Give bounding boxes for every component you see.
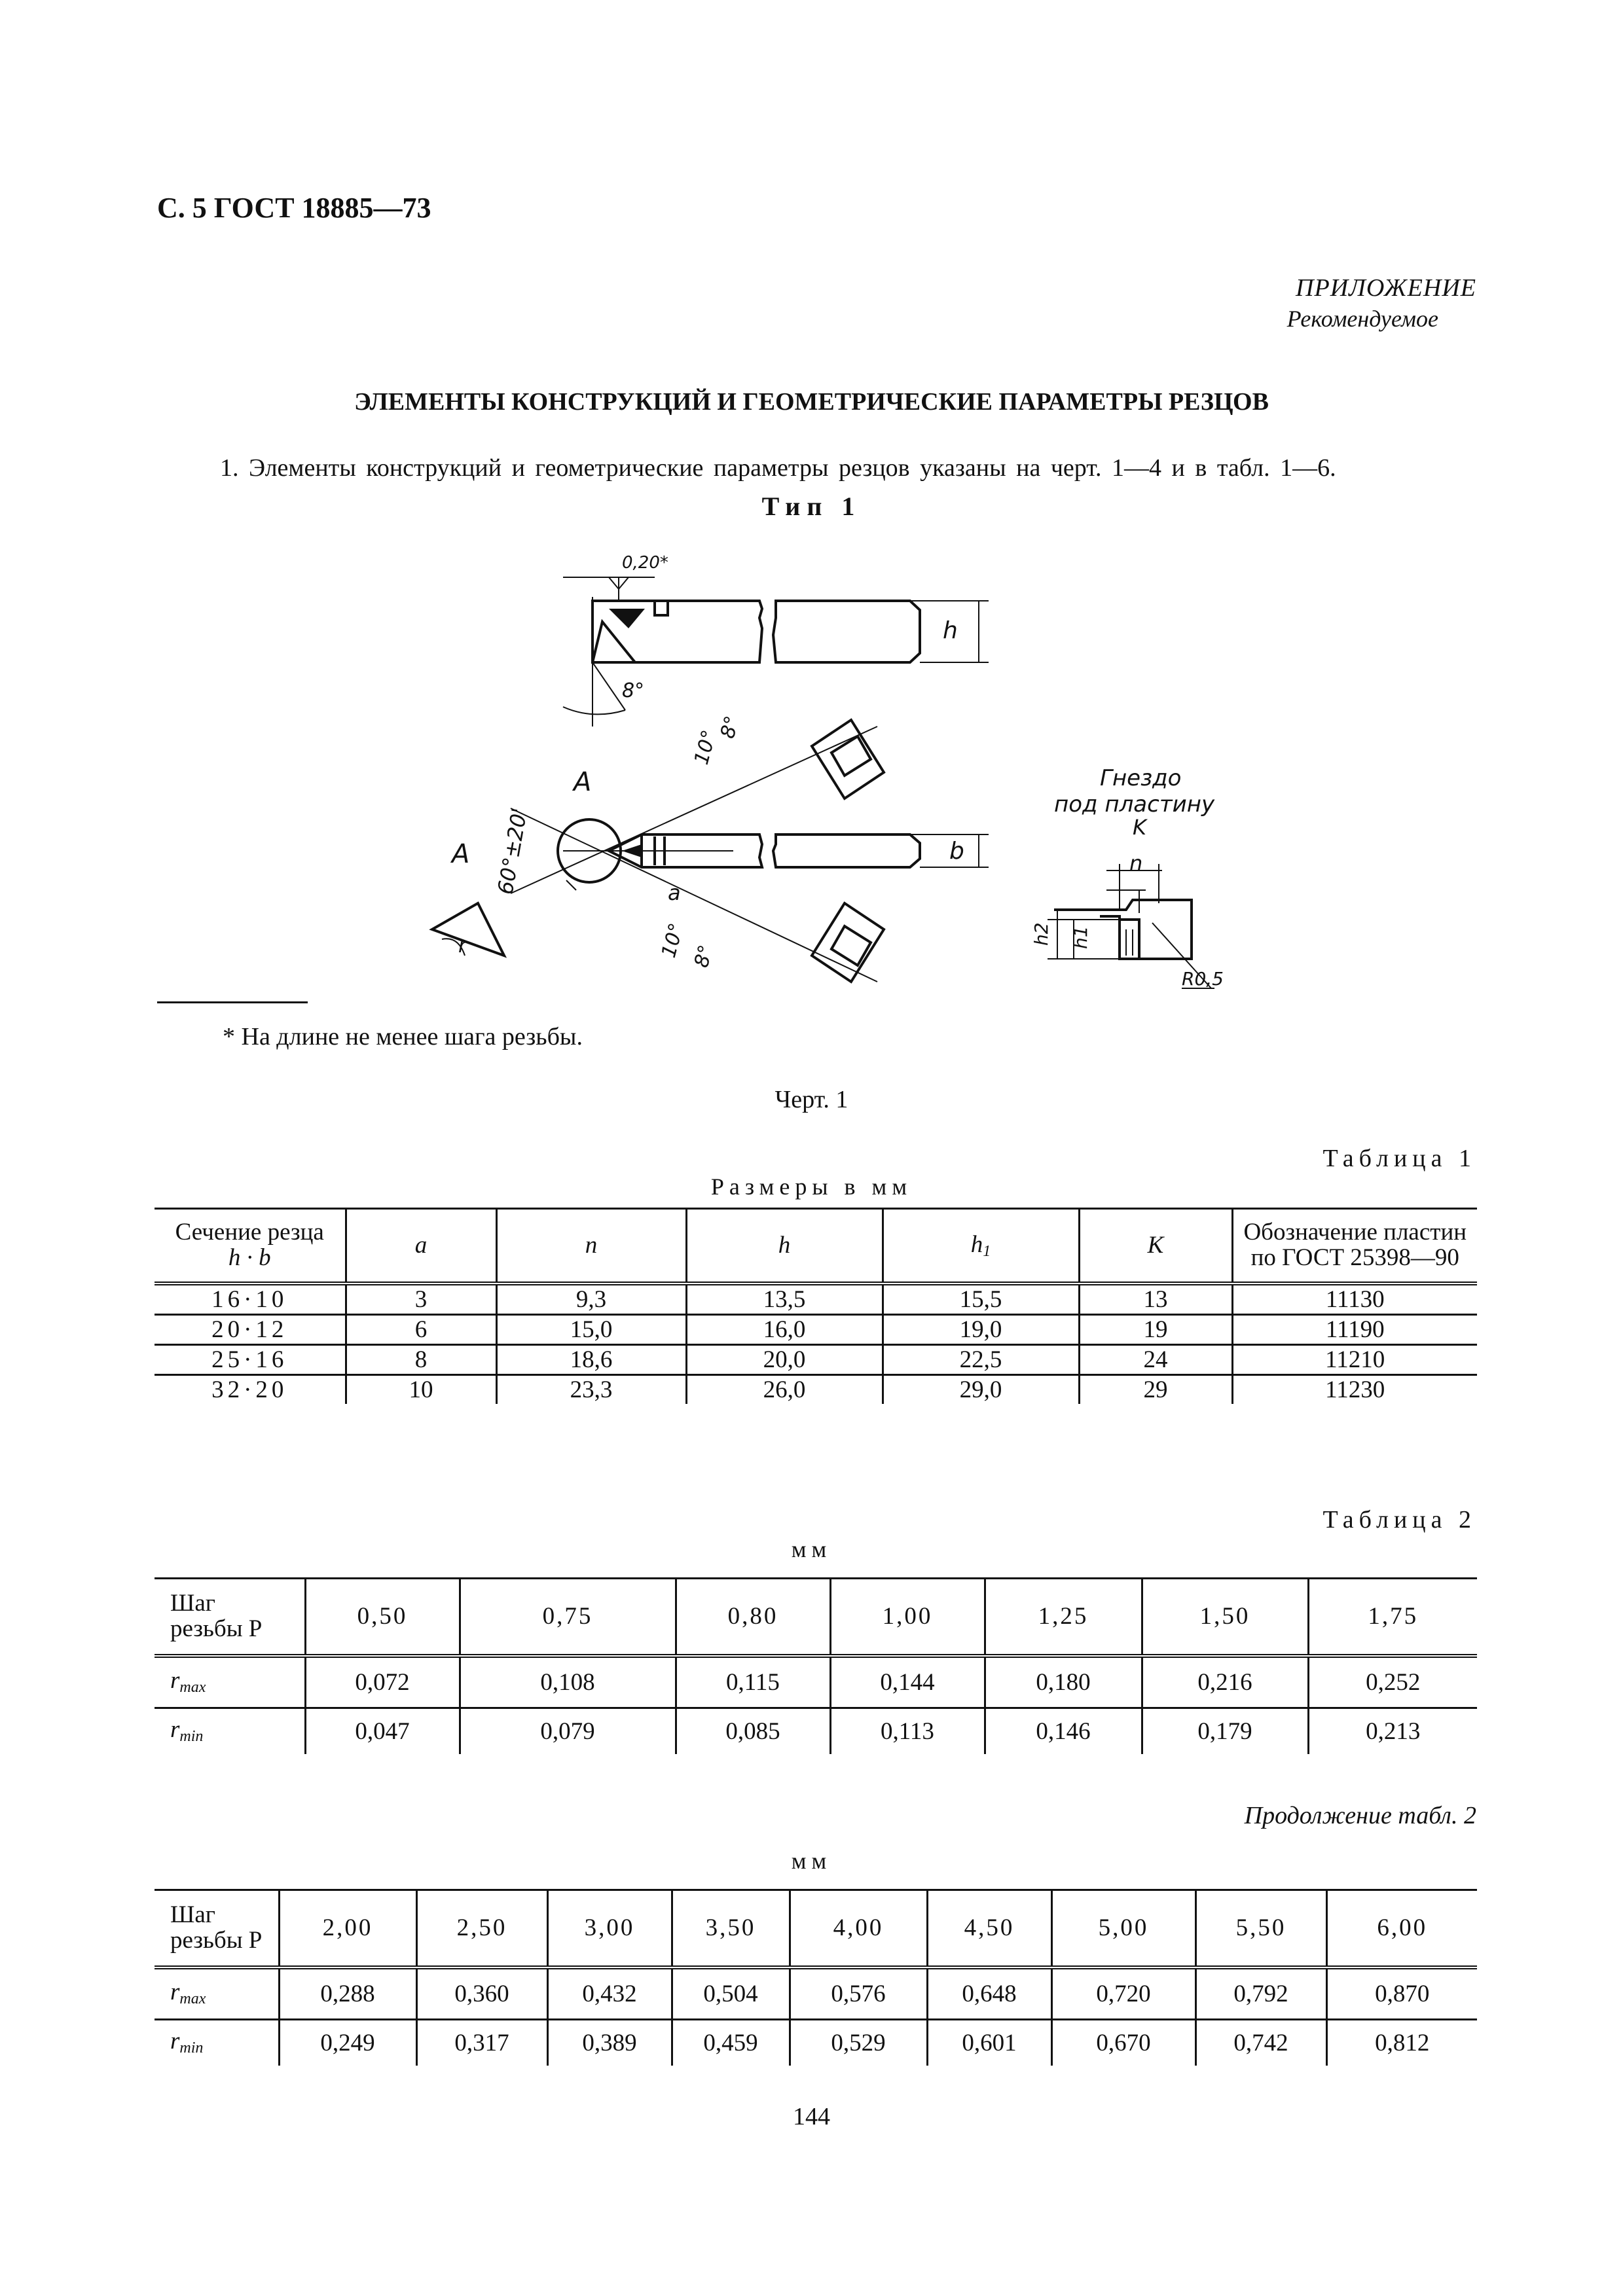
table-cell: 0,720 bbox=[1051, 1967, 1195, 2020]
table3-rmax-row bbox=[155, 1967, 1477, 2020]
label-R05: R0,5 bbox=[1182, 968, 1224, 990]
label-angle-10-b: 10° bbox=[657, 920, 689, 961]
table-cell: 1,75 bbox=[1308, 1579, 1477, 1656]
table3 bbox=[155, 1889, 1477, 2066]
table-cell: 0,249 bbox=[279, 2020, 416, 2066]
table-cell: 23,3 bbox=[496, 1374, 686, 1404]
table3-rmin-row bbox=[155, 2020, 1477, 2066]
figure-caption: Черт. 1 bbox=[775, 1086, 848, 1113]
table-cell: 0,213 bbox=[1308, 1708, 1477, 1754]
table-cell: 0,870 bbox=[1326, 1967, 1477, 2020]
table-cell: 1,50 bbox=[1142, 1579, 1308, 1656]
table-cell: 13,5 bbox=[686, 1283, 883, 1315]
section-title: ЭЛЕМЕНТЫ КОНСТРУКЦИЙ И ГЕОМЕТРИЧЕСКИЕ ПАРАМЕТРЫ РЕЗЦОВ bbox=[354, 388, 1269, 416]
table-cell: 29 bbox=[1079, 1374, 1232, 1404]
table2-rmin-row bbox=[155, 1708, 1477, 1754]
table3-rmax-label: $r_{max}$ bbox=[155, 1967, 279, 2020]
appendix-note: Рекомендуемое bbox=[1286, 306, 1438, 332]
table-cell: 29,0 bbox=[883, 1374, 1079, 1404]
table-cell: 0,360 bbox=[416, 1967, 547, 2020]
label-angle-60: 60°±20' bbox=[492, 806, 532, 897]
table-cell: 0,50 bbox=[305, 1579, 460, 1656]
table-cell: 0,317 bbox=[416, 2020, 547, 2066]
table1-header-row bbox=[155, 1209, 1477, 1283]
table-cell: 0,144 bbox=[830, 1656, 985, 1708]
table-cell: 15,5 bbox=[883, 1283, 1079, 1315]
table1-header-K: K bbox=[1079, 1209, 1232, 1283]
table-cell: 20·12 bbox=[155, 1314, 346, 1344]
table-cell: 20,0 bbox=[686, 1344, 883, 1374]
table-cell: 0,432 bbox=[547, 1967, 672, 2020]
table-cell: 16,0 bbox=[686, 1314, 883, 1344]
label-A-left: A bbox=[452, 839, 470, 869]
type-label: Тип 1 bbox=[761, 492, 862, 521]
table-cell: 0,085 bbox=[676, 1708, 830, 1754]
table-cell: 0,576 bbox=[790, 1967, 927, 2020]
table-cell: 25·16 bbox=[155, 1344, 346, 1374]
table-cell: 0,113 bbox=[830, 1708, 985, 1754]
intro-paragraph: 1. Элементы конструкций и геометрические параметры резцов указаны на черт. 1—4 и в табл. 1—6. bbox=[220, 454, 1336, 482]
table2-rmin-label: $r_{min}$ bbox=[170, 1716, 204, 1746]
table-cell: 32·20 bbox=[211, 1376, 288, 1403]
label-A-top: A bbox=[574, 767, 592, 797]
table-cell: 11130 bbox=[1232, 1283, 1477, 1315]
table-cell: 1,00 bbox=[830, 1579, 985, 1656]
table-cell: 18,6 bbox=[496, 1344, 686, 1374]
table1-header-h: h bbox=[686, 1209, 883, 1283]
table-cell: 26,0 bbox=[686, 1374, 883, 1404]
table-cell: 8 bbox=[346, 1344, 496, 1374]
table1-header-n: n bbox=[496, 1209, 686, 1283]
table-cell: 0,529 bbox=[790, 2020, 927, 2066]
table-cell: 4,00 bbox=[790, 1890, 927, 1967]
table-cell: 0,742 bbox=[1195, 2020, 1326, 2066]
table-cell: 3,00 bbox=[547, 1890, 672, 1967]
table1-header-a: a bbox=[346, 1209, 496, 1283]
label-nest-2: под пластину bbox=[1054, 791, 1215, 817]
table2-units: мм bbox=[791, 1536, 832, 1562]
table-cell: 0,75 bbox=[460, 1579, 676, 1656]
table-cell: 3,50 bbox=[672, 1890, 790, 1967]
table-cell: 0,108 bbox=[460, 1656, 676, 1708]
page-number: 144 bbox=[793, 2103, 830, 2130]
table1-header-plate: Обозначение пластин по ГОСТ 25398—90 bbox=[1232, 1209, 1477, 1283]
table2-rmax-label: $r_{max}$ bbox=[155, 1656, 305, 1708]
table-cell: 19 bbox=[1079, 1314, 1232, 1344]
label-a: a bbox=[668, 880, 681, 905]
table-cell: 2,50 bbox=[416, 1890, 547, 1967]
table2-step-row bbox=[155, 1579, 1477, 1656]
table-cell: 0,670 bbox=[1051, 2020, 1195, 2066]
table-cell: 4,50 bbox=[927, 1890, 1051, 1967]
table-cell: 0,389 bbox=[547, 2020, 672, 2066]
label-tolerance: 0,20* bbox=[622, 553, 668, 573]
label-b: b bbox=[949, 838, 964, 865]
table-cell: 13 bbox=[1079, 1283, 1232, 1315]
table-cell: 24 bbox=[1079, 1344, 1232, 1374]
table-cell: 0,648 bbox=[927, 1967, 1051, 2020]
table1-units: Размеры в мм bbox=[710, 1174, 913, 1200]
table2 bbox=[155, 1577, 1477, 1754]
table2-row-label: Шаг резьбы P bbox=[155, 1579, 305, 1656]
table-row bbox=[155, 1283, 1477, 1315]
table1-header-section: Сечение резца h · b bbox=[155, 1209, 346, 1283]
table-cell: 0,115 bbox=[676, 1656, 830, 1708]
table-cell: 11210 bbox=[1232, 1344, 1477, 1374]
table-cell: 0,047 bbox=[305, 1708, 460, 1754]
footnote-divider bbox=[157, 1001, 308, 1003]
table-cell: 0,072 bbox=[305, 1656, 460, 1708]
label-angle-8-a: 8° bbox=[716, 713, 744, 742]
table2-rmax-row bbox=[155, 1656, 1477, 1708]
table3-units: мм bbox=[791, 1848, 832, 1874]
table1 bbox=[155, 1208, 1477, 1404]
table3-caption: Продолжение табл. 2 bbox=[1244, 1802, 1476, 1829]
label-h1: h1 bbox=[1070, 925, 1091, 949]
cutter-side-view bbox=[563, 577, 989, 726]
table2-caption: Таблица 2 bbox=[1322, 1506, 1476, 1534]
label-h2: h2 bbox=[1030, 922, 1052, 946]
table-row bbox=[155, 1344, 1477, 1374]
label-h: h bbox=[943, 617, 958, 644]
cutter-drawing bbox=[367, 537, 1283, 1008]
table-cell: 1,25 bbox=[985, 1579, 1142, 1656]
table-cell: 0,601 bbox=[927, 2020, 1051, 2066]
table-cell: 2,00 bbox=[279, 1890, 416, 1967]
table-cell: 15,0 bbox=[496, 1314, 686, 1344]
table1-caption: Таблица 1 bbox=[1322, 1145, 1476, 1172]
table1-header-h1: $h_1$ bbox=[883, 1209, 1079, 1283]
table-cell: 0,459 bbox=[672, 2020, 790, 2066]
table-cell: 0,216 bbox=[1142, 1656, 1308, 1708]
table-cell: 6 bbox=[346, 1314, 496, 1344]
table-row bbox=[155, 1374, 1477, 1404]
table-cell: 16·10 bbox=[155, 1283, 346, 1315]
table-cell: 0,179 bbox=[1142, 1708, 1308, 1754]
table-cell: 6,00 bbox=[1326, 1890, 1477, 1967]
label-n: n bbox=[1129, 851, 1143, 876]
label-K: K bbox=[1133, 815, 1146, 840]
table-cell: 11190 bbox=[1232, 1314, 1477, 1344]
table-cell: 0,812 bbox=[1326, 2020, 1477, 2066]
table-row bbox=[155, 1314, 1477, 1344]
table-cell: 0,146 bbox=[985, 1708, 1142, 1754]
table-cell: 10 bbox=[346, 1374, 496, 1404]
table-cell: 0,288 bbox=[279, 1967, 416, 2020]
table3-rmin-label: $r_{min}$ bbox=[170, 2028, 204, 2057]
page-header: С. 5 ГОСТ 18885—73 bbox=[157, 192, 431, 224]
table-cell: 19,0 bbox=[883, 1314, 1079, 1344]
table3-step-row bbox=[155, 1890, 1477, 1967]
label-nest-1: Гнездо bbox=[1100, 765, 1182, 791]
label-angle-8-b: 8° bbox=[689, 942, 718, 971]
table-cell: 5,50 bbox=[1195, 1890, 1326, 1967]
table-cell: 0,80 bbox=[676, 1579, 830, 1656]
table-cell: 5,00 bbox=[1051, 1890, 1195, 1967]
table-cell: 3 bbox=[346, 1283, 496, 1315]
table-cell: 0,180 bbox=[985, 1656, 1142, 1708]
table-cell: 9,3 bbox=[496, 1283, 686, 1315]
table-cell: 0,504 bbox=[672, 1967, 790, 2020]
table3-row-label: Шаг резьбы P bbox=[155, 1890, 279, 1967]
table-cell: 0,252 bbox=[1308, 1656, 1477, 1708]
table-cell: 22,5 bbox=[883, 1344, 1079, 1374]
label-angle-10-a: 10° bbox=[689, 727, 721, 768]
label-angle-8-top: 8° bbox=[622, 679, 645, 702]
table-cell: 0,079 bbox=[460, 1708, 676, 1754]
label-r: r bbox=[458, 935, 467, 958]
table-cell: 0,792 bbox=[1195, 1967, 1326, 2020]
table-cell: 11230 bbox=[1232, 1374, 1477, 1404]
footnote: * На длине не менее шага резьбы. bbox=[223, 1023, 583, 1050]
appendix-label: ПРИЛОЖЕНИЕ bbox=[1296, 274, 1476, 302]
